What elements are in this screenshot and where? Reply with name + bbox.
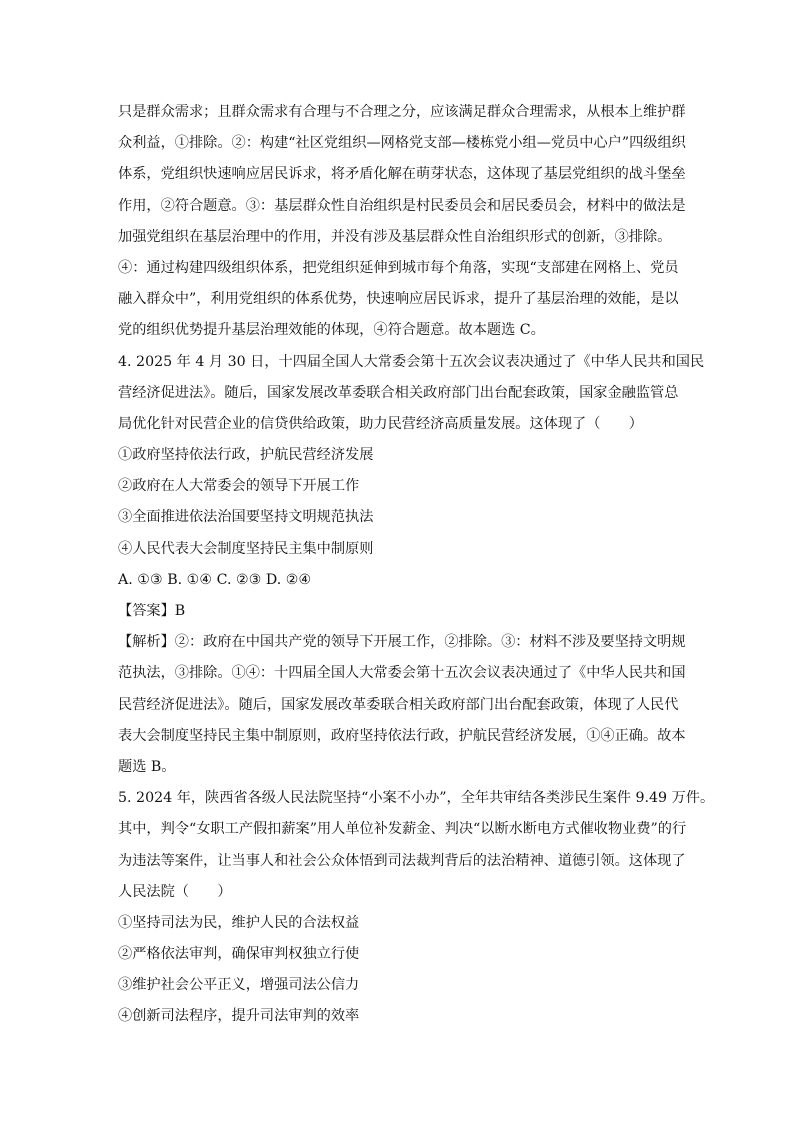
analysis-line: 体系，党组织快速响应居民诉求，将矛盾化解在萌芽状态，这体现了基层党组织的战斗堡垒 <box>118 166 686 183</box>
question-stem-line: 为违法等案件，让当事人和社会公众体悟到司法裁判背后的法治精神、道德引领。这体现了 <box>118 852 686 869</box>
statement-option: ②严格依法审判，确保审判权独立行使 <box>118 946 360 963</box>
answer-label: 【答案】B <box>118 603 186 619</box>
analysis-line: 表大会制度坚持民主集中制原则，政府坚持依法行政，护航民营经济发展，①④正确。故本 <box>118 727 686 744</box>
document-page <box>118 97 715 1033</box>
analysis-line: 题选 B。 <box>118 758 176 775</box>
question-4 <box>118 347 705 784</box>
statement-option: ①坚持司法为民，维护人民的合法权益 <box>118 914 360 931</box>
statement-option: ④创新司法程序，提升司法审判的效率 <box>118 1008 360 1025</box>
question-stem-line: 5. 2024 年，陕西省各级人民法院坚持“小案不小办”，全年共审结各类涉民生案件 9.49 万件。 <box>118 790 715 807</box>
question-stem-line: 其中，判令“女职工产假扣薪案”用人单位补发薪金、判决“以断水断电方式催收物业费”的行 <box>118 821 687 838</box>
analysis-line: ④：通过构建四级组织体系，把党组织延伸到城市每个角落，实现“支部建在网格上、党员 <box>118 259 679 276</box>
statement-option: ④人民代表大会制度坚持民主集中制原则 <box>118 540 374 557</box>
question-stem-line: 局优化针对民营企业的信贷供给政策，助力民营经济高质量发展。这体现了（ ） <box>118 415 643 432</box>
statement-option: ②政府在人大常委会的领导下开展工作 <box>118 478 360 495</box>
analysis-line: 【解析】②：政府在中国共产党的领导下开展工作，②排除。③：材料不涉及要坚持文明规 <box>118 634 686 651</box>
analysis-line: 党的组织优势提升基层治理效能的体现，④符合题意。故本题选 C。 <box>118 322 545 339</box>
analysis-line: 范执法，③排除。①④：十四届全国人大常委会第十五次会议表决通过了《中华人民共和国 <box>118 665 686 682</box>
analysis-line: 民营经济促进法》。随后，国家发展改革委联合相关政府部门出台配套政策，体现了人民代 <box>118 696 679 713</box>
question-5 <box>118 783 715 1033</box>
analysis-line: 加强党组织在基层治理中的作用，并没有涉及基层群众性自治组织形式的创新，③排除。 <box>118 228 672 245</box>
analysis-line: 融入群众中”，利用党组织的体系优势，快速响应居民诉求，提升了基层治理的效能，是以 <box>118 291 679 308</box>
question-stem-line: 4. 2025 年 4 月 30 日，十四届全国人大常委会第十五次会议表决通过了《中华人民共和国民 <box>118 353 705 370</box>
answer-choices: A. ①③ B. ①④ C. ②③ D. ②④ <box>118 571 312 588</box>
statement-option: ①政府坚持依法行政，护航民营经济发展 <box>118 447 374 464</box>
previous-question-analysis <box>118 97 686 347</box>
analysis-line: 只是群众需求；且群众需求有合理与不合理之分，应该满足群众合理需求，从根本上维护群 <box>118 104 686 120</box>
statement-option: ③全面推进依法治国要坚持文明规范执法 <box>118 509 374 526</box>
statement-option: ③维护社会公平正义，增强司法公信力 <box>118 977 360 994</box>
analysis-line: 众利益，①排除。②：构建“社区党组织—网格党支部—楼栋党小组—党员中心户”四级组织 <box>118 135 686 152</box>
question-stem-line: 人民法院（ ） <box>118 883 232 900</box>
analysis-line: 作用，②符合题意。③：基层群众性自治组织是村民委员会和居民委员会，材料中的做法是 <box>118 197 686 214</box>
question-stem-line: 营经济促进法》。随后，国家发展改革委联合相关政府部门出台配套政策，国家金融监管总 <box>118 384 679 401</box>
